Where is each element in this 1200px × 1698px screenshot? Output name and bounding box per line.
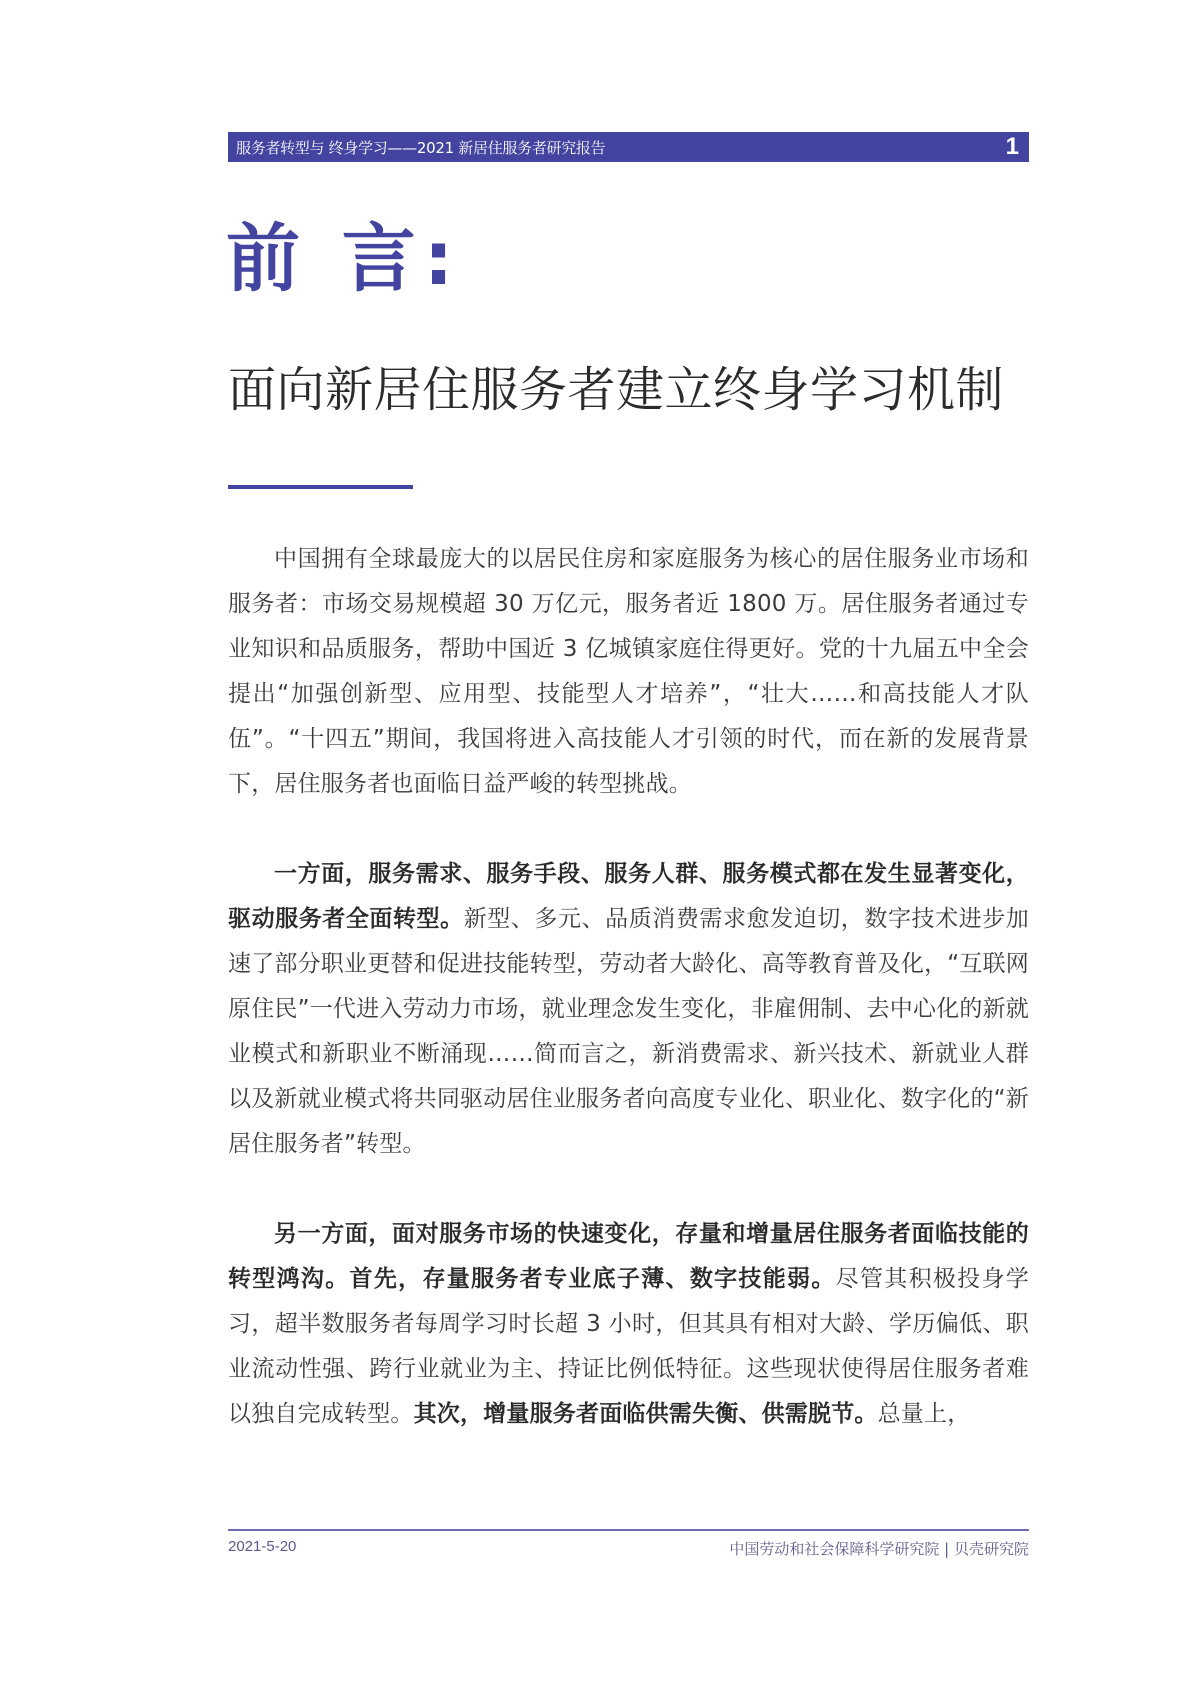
section-heading: 前 言: (226, 216, 462, 302)
section-subtitle: 面向新居住服务者建立终身学习机制 (228, 362, 1005, 418)
paragraph-1 (228, 537, 1029, 807)
paragraph-text: 新型、多元、品质消费需求愈发迫切，数字技术进步加速了部分职业更替和促进技能转型，劳动者大龄化、高等教育普及化，“互联网原住民”一代进入劳动力市场，就业理念发生变化，非雇佣制、去中心化的新就业模式和新职业不断涌现……简而言之，新消费需求、新兴技术、新就业人群以及新就业模式将共同驱动居住业服务者向高度专业化、职业化、数字化的“新居住服务者”转型。 (228, 906, 1029, 1157)
paragraph-text: 中国拥有全球最庞大的以居民住房和家庭服务为核心的居住服务业市场和服务者：市场交易规模超 30 万亿元，服务者近 1800 万。居住服务者通过专业知识和品质服务，帮助中国近 3 亿城镇家庭住得更好。党的十九届五中全会提出“加强创新型、应用型、技能型人才培养”，“壮大……和高技能人才队伍”。“十四五”期间，我国将进入高技能人才引领的时代，而在新的发展背景下，居住服务者也面临日益严峻的转型挑战。 (228, 546, 1029, 797)
paragraph-2 (228, 852, 1029, 1167)
footer-organizations: 中国劳动和社会保障科学研究院 | 贝壳研究院 (729, 1540, 1029, 1558)
running-header-bar (228, 132, 1029, 162)
paragraph-lead-bold: 一方面，服务需求、服务手段、服务人群、服务模式都在发生显著变化，驱动服务者全面转型。 (228, 861, 1029, 932)
paragraph-3 (228, 1212, 1029, 1437)
paragraph-lead-bold: 另一方面，面对服务市场的快速变化，存量和增量居住服务者面临技能的转型鸿沟。首先，存量服务者专业底子薄、数字技能弱。 (228, 1221, 1029, 1292)
paragraph-text: 总量上， (877, 1401, 971, 1427)
body-text (228, 537, 1029, 1437)
paragraph-emphasis-bold: 其次，增量服务者面临供需失衡、供需脱节。 (413, 1401, 878, 1427)
accent-divider (228, 485, 413, 489)
page-number: 1 (1005, 133, 1019, 160)
footer-date: 2021-5-20 (228, 1538, 297, 1555)
footer-divider (228, 1529, 1029, 1531)
paragraph-text: 尽管其积极投身学习，超半数服务者每周学习时长超 3 小时，但其具有相对大龄、学历偏低、职业流动性强、跨行业就业为主、持证比例低特征。这些现状使得居住服务者难以独自完成转型。 (228, 1266, 1029, 1427)
running-header-title: 服务者转型与 终身学习——2021 新居住服务者研究报告 (236, 138, 606, 157)
